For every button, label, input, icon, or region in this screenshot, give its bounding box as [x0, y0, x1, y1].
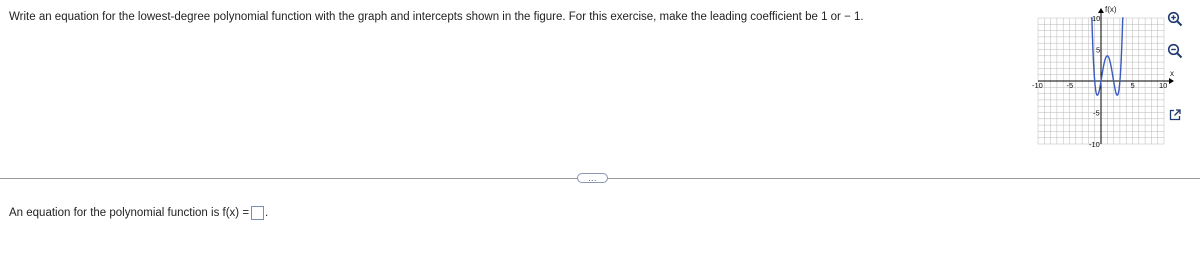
tick-label-x-10: 10	[1159, 81, 1168, 90]
zoom-out-icon	[1167, 43, 1183, 59]
tick-label-y-neg5: -5	[1093, 108, 1100, 118]
x-axis-arrow	[1169, 78, 1174, 84]
more-button[interactable]: …	[577, 173, 608, 183]
answer-row	[9, 206, 268, 220]
tick-label-y-10: 10	[1092, 14, 1101, 23]
x-axis-label: x	[1170, 69, 1174, 78]
graph-svg	[1028, 6, 1188, 166]
tick-label-x-5: 5	[1130, 81, 1135, 90]
zoom-in-icon	[1167, 11, 1183, 27]
zoom-in-button[interactable]	[1164, 8, 1186, 30]
tick-label-y-neg10: -10	[1089, 140, 1100, 149]
external-link-icon	[1168, 108, 1182, 122]
zoom-out-button[interactable]	[1164, 40, 1186, 62]
question-text: Write an equation for the lowest-degree polynomial function with the graph and intercepts shown in the figure. For this exercise, make the leading coefficient be 1 or − 1.	[9, 11, 864, 23]
answer-suffix: .	[265, 207, 269, 219]
answer-input[interactable]	[251, 206, 264, 220]
answer-prompt: An equation for the polynomial function is f(x) =	[9, 207, 250, 219]
tick-label-y-5: 5	[1096, 45, 1101, 55]
y-axis-arrow	[1098, 8, 1104, 13]
tick-label-x-neg10: -10	[1032, 81, 1043, 90]
polynomial-graph	[1028, 6, 1188, 166]
graph-axes	[1038, 8, 1174, 144]
y-axis-label: f(x)	[1105, 5, 1117, 14]
popout-button[interactable]	[1164, 104, 1186, 126]
tick-label-x-neg5: -5	[1066, 81, 1074, 90]
